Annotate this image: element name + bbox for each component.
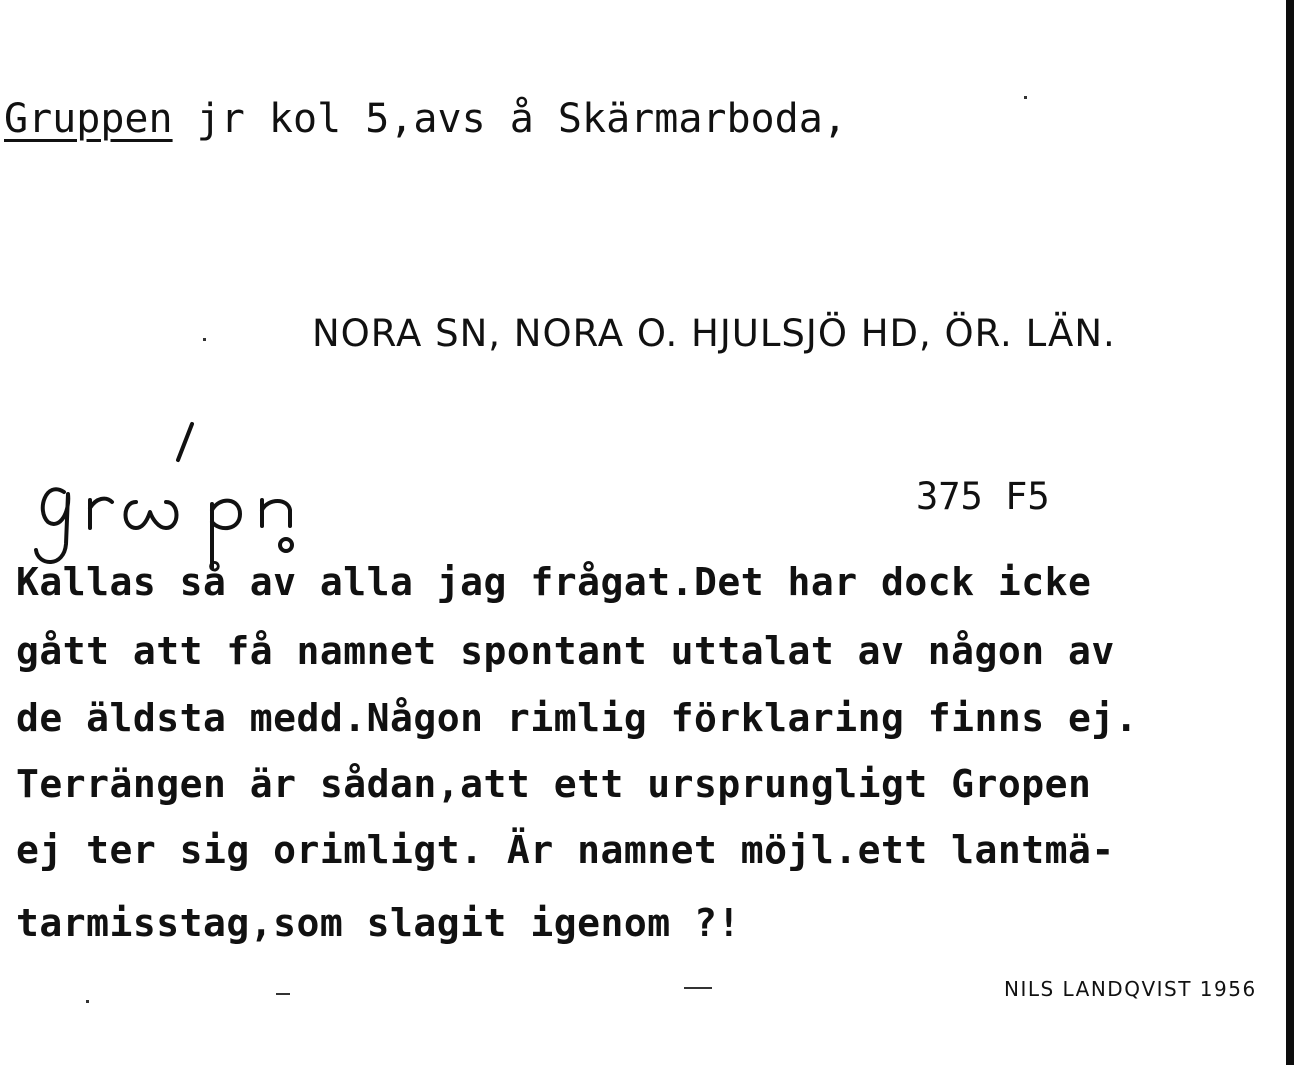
- collector-signature: NILS LANDQVIST 1956: [1004, 977, 1257, 1001]
- scan-speck: [203, 338, 206, 341]
- scan-speck: [684, 987, 712, 989]
- body-line-3: de äldsta medd.Någon rimlig förklaring finns ej.: [16, 696, 1139, 740]
- card-edge-border: [1286, 0, 1294, 1065]
- body-line-1: Kallas så av alla jag frågat.Det har dock icke: [16, 560, 1092, 604]
- headword-location: jr kol 5,avs å Skärmarboda,: [196, 96, 847, 142]
- phonetic-transcription: [30, 418, 340, 578]
- body-line-4: Terrängen är sådan,att ett ursprungligt Gropen: [16, 762, 1092, 806]
- headword: Gruppen: [4, 96, 173, 142]
- parish-district-county: NORA SN, NORA O. HJULSJÖ HD, ÖR. LÄN.: [312, 312, 1116, 355]
- scan-speck: [86, 1000, 89, 1003]
- body-line-5: ej ter sig orimligt. Är namnet möjl.ett lantmä-: [16, 828, 1115, 872]
- body-line-6: tarmisstag,som slagit igenom ?!: [16, 901, 741, 945]
- body-line-2: gått att få namnet spontant uttalat av någon av: [16, 629, 1115, 673]
- archive-number: 375 F5: [916, 475, 1050, 518]
- scan-speck: [1024, 96, 1027, 99]
- scan-speck: [276, 993, 290, 995]
- headword-line: [4, 96, 847, 142]
